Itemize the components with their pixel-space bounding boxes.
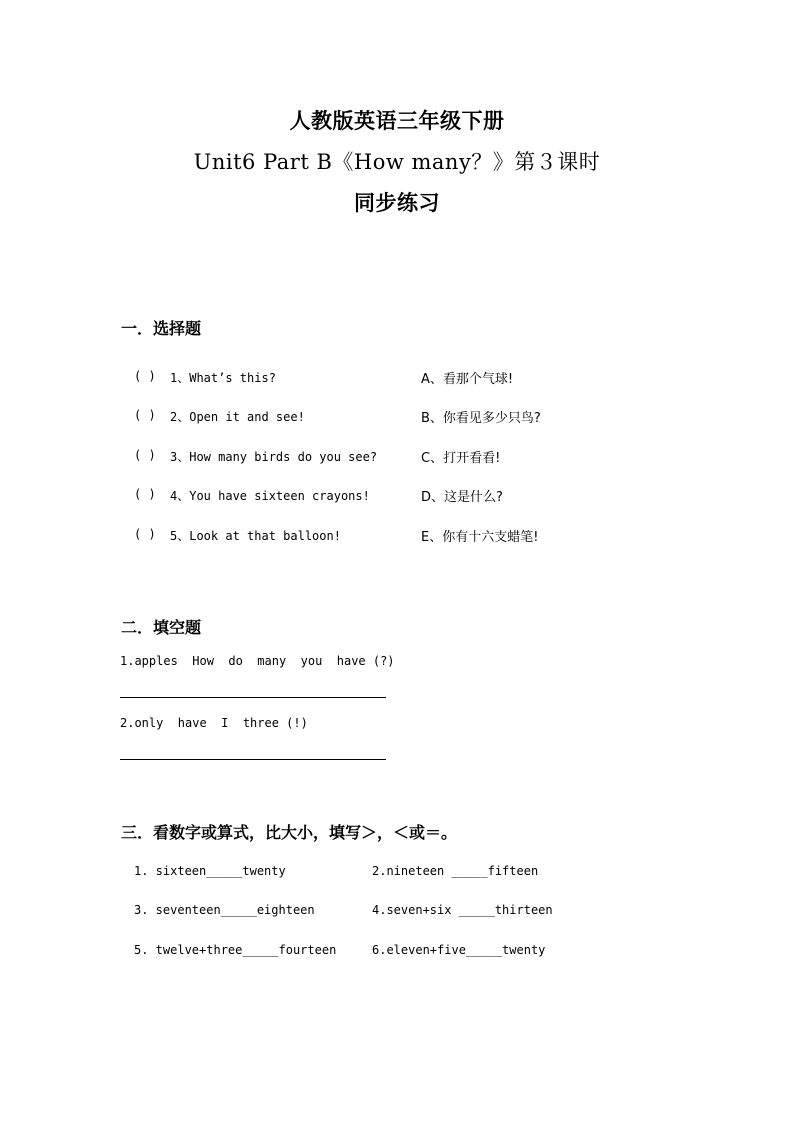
choice-question (134, 369, 694, 389)
answer-blank[interactable]: ( ) (134, 487, 156, 501)
answer-line[interactable] (120, 759, 386, 760)
choice-question (134, 448, 694, 468)
choice-question (134, 408, 694, 428)
answer-option: D、这是什么? (421, 490, 503, 505)
fill-blank-item: 1.apples How do many you have (?) (120, 654, 395, 668)
answer-option: A、看那个气球! (421, 372, 514, 387)
section-fill-blank-heading: 二．填空题 (121, 618, 202, 637)
question-text: 1、What’s this? (170, 371, 276, 385)
answer-option: C、打开看看! (421, 451, 501, 466)
section-compare-heading: 三．看数字或算式，比大小，填写＞，＜或＝。 (121, 823, 458, 842)
compare-item: 2.nineteen _____fifteen (372, 864, 539, 878)
title-exercise: 同步练习 (354, 190, 440, 215)
choice-question (134, 487, 694, 507)
answer-blank[interactable]: ( ) (134, 369, 156, 383)
question-text: 3、How many birds do you see? (170, 450, 378, 464)
choice-question (134, 527, 694, 547)
compare-item: 5. twelve+three_____fourteen (134, 943, 337, 957)
answer-blank[interactable]: ( ) (134, 527, 156, 541)
title-unit: Unit6 Part B《How many？》第３课时 (193, 150, 601, 174)
compare-item: 4.seven+six _____thirteen (372, 903, 553, 917)
title-textbook: 人教版英语三年级下册 (289, 108, 505, 133)
question-text: 2、Open it and see! (170, 410, 305, 424)
answer-option: E、你有十六支蜡笔! (421, 530, 539, 545)
compare-item: 3. seventeen_____eighteen (134, 903, 315, 917)
fill-blank-item: 2.only have I three (!) (120, 716, 308, 730)
question-text: 4、You have sixteen crayons! (170, 489, 370, 503)
answer-blank[interactable]: ( ) (134, 408, 156, 422)
answer-option: B、你看见多少只鸟? (421, 411, 541, 426)
compare-item: 6.eleven+five_____twenty (372, 943, 546, 957)
answer-blank[interactable]: ( ) (134, 448, 156, 462)
section-multiple-choice-heading: 一．选择题 (121, 319, 202, 338)
question-text: 5、Look at that balloon! (170, 529, 341, 543)
compare-item: 1. sixteen_____twenty (134, 864, 286, 878)
answer-line[interactable] (120, 697, 386, 698)
